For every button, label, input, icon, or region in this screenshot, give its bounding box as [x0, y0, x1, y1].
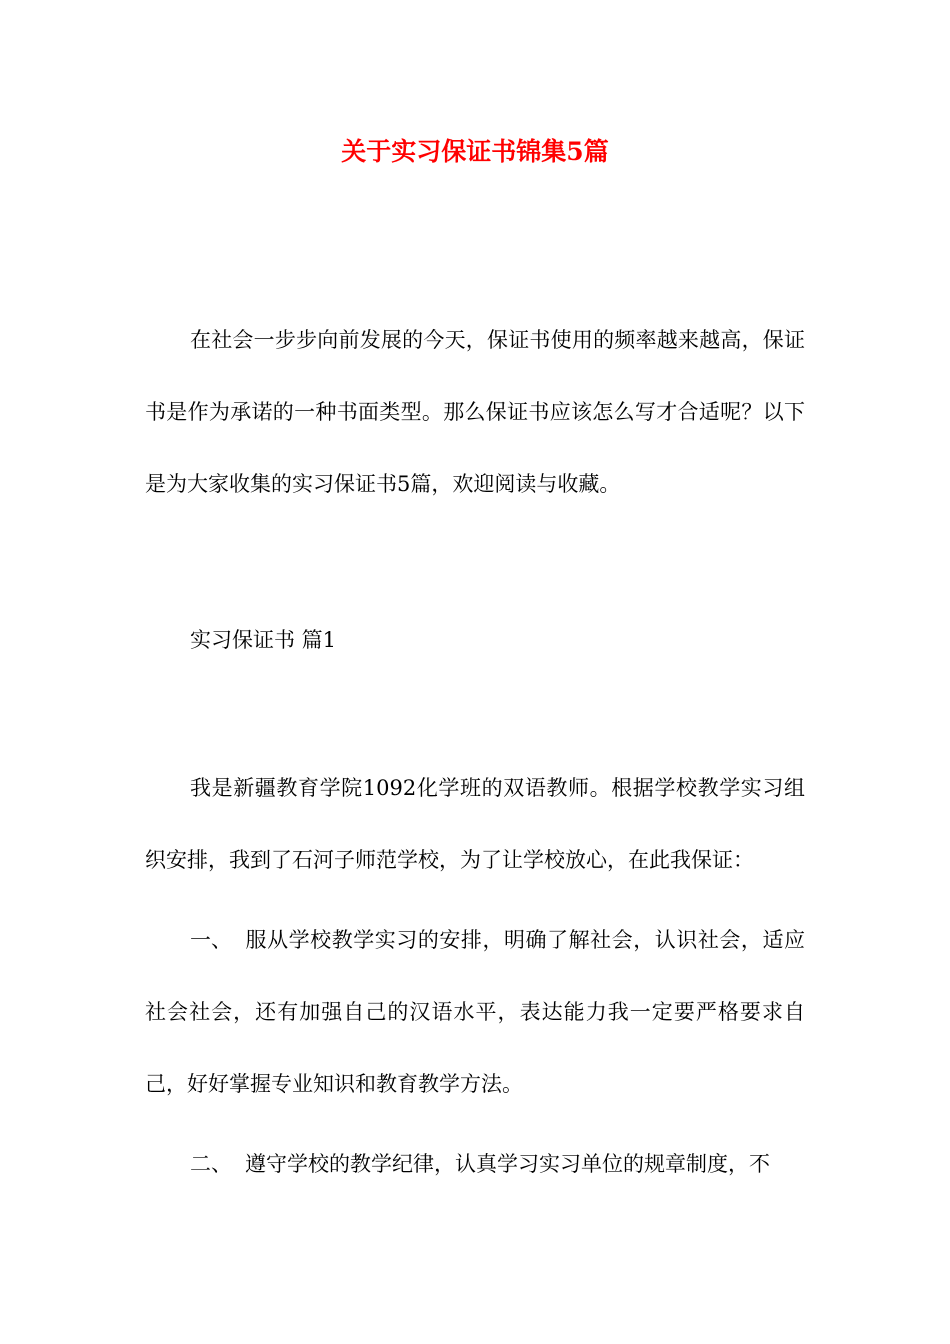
- list-item: [145, 904, 805, 1120]
- section-heading: 实习保证书 篇1: [190, 628, 337, 652]
- list-item-text: 服从学校教学实习的安排，明确了解社会，认识社会，适应社会社会，还有加强自己的汉语水平，表达能力我一定要严格要求自己，好好掌握专业知识和教育教学方法。: [145, 928, 805, 1096]
- body-paragraph: 我是新疆教育学院1092化学班的双语教师。根据学校教学实习组织安排，我到了石河子师范学校，为了让学校放心，在此我保证：: [145, 776, 805, 872]
- document-title: 关于实习保证书锦集5篇: [341, 137, 609, 166]
- intro-paragraph: 在社会一步步向前发展的今天，保证书使用的频率越来越高，保证书是作为承诺的一种书面类型。那么保证书应该怎么写才合适呢？以下是为大家收集的实习保证书5篇，欢迎阅读与收藏。: [145, 328, 805, 496]
- list-item-marker: 二、: [190, 1152, 232, 1176]
- list-item-text: 遵守学校的教学纪律，认真学习实习单位的规章制度，不: [245, 1152, 770, 1176]
- list-item: [145, 1128, 805, 1200]
- list-item-marker: 一、: [190, 928, 232, 952]
